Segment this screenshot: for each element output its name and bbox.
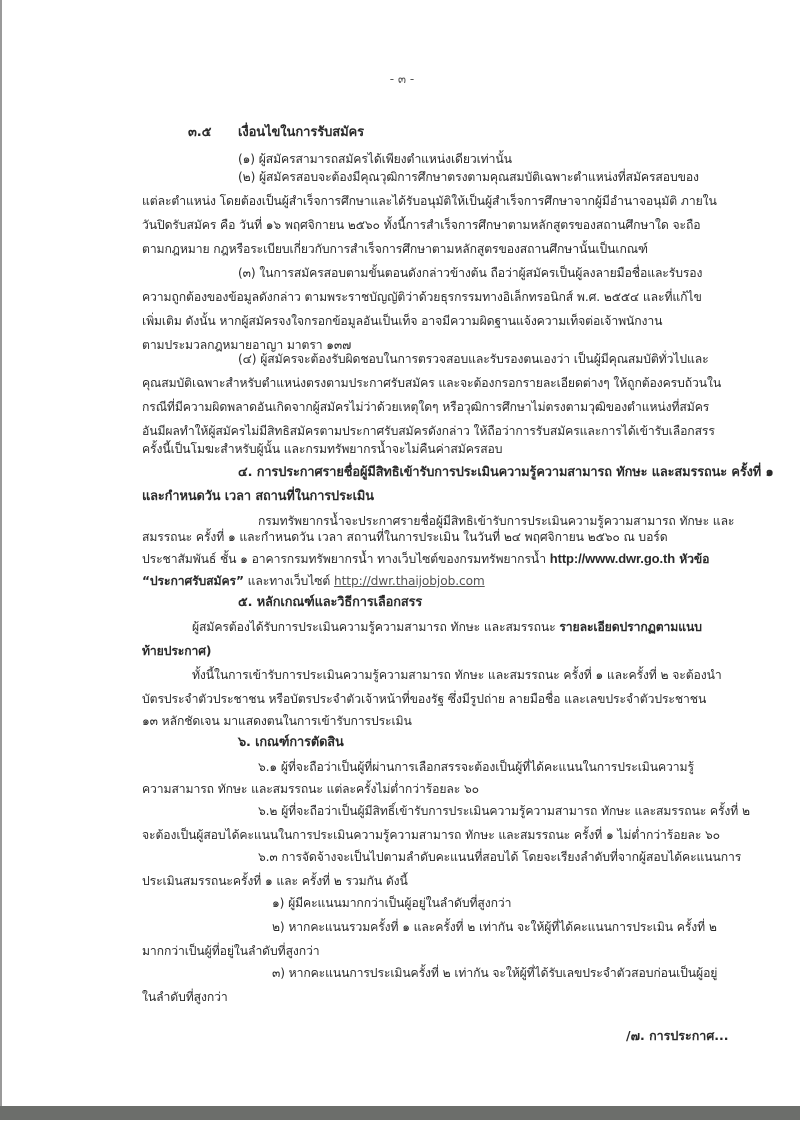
sub-item-1: ๑) ผู้มีคะแนนมากกว่าเป็นผู้อยู่ในลำดับที่สูงกว่า — [272, 896, 512, 910]
continuation-marker: /๗. การประกาศ... — [626, 1028, 729, 1043]
announcement-topic: “ประกาศรับสมัคร” — [142, 574, 244, 588]
sub-item-3: ๓) หากคะแนนการประเมินครั้งที่ ๒ เท่ากัน จะให้ผู้ที่ได้รับเลขประจำตัวสอบก่อนเป็นผู้อยู่ — [272, 966, 718, 980]
viewer-bottom-bar — [0, 1106, 800, 1120]
item-3-5-4-line: (๔) ผู้สมัครจะต้องรับผิดชอบในการตรวจสอบและรับรองตนเองว่า เป็นผู้มีคุณสมบัติทั่วไปและ — [238, 352, 709, 366]
item-3-5-2-line: วันปิดรับสมัคร คือ วันที่ ๑๖ พฤศจิกายน ๒๕๖๐ ทั้งนี้การสำเร็จการศึกษาตามหลักสูตรของสถานศึกษาใด จะถือ — [142, 218, 701, 232]
item-6-3: ประเมินสมรรถนะครั้งที่ ๑ และ ครั้งที่ ๒ รวมกัน ดังนี้ — [142, 874, 408, 888]
section-5-para2: ๑๓ หลักชัดเจน มาแสดงตนในการเข้ารับการประเมิน — [142, 714, 412, 728]
item-3-5-3-line: ความถูกต้องของข้อมูลดังกล่าว ตามพระราชบัญญัติว่าด้วยธุรกรรมทางอิเล็กทรอนิกส์ พ.ศ. ๒๕๕๔ และที่แก้ไข — [142, 290, 702, 304]
item-6-3: ๖.๓ การจัดจ้างจะเป็นไปตามลำดับคะแนนที่สอบได้ โดยจะเรียงลำดับที่จากผู้สอบได้คะแนนการ — [258, 850, 742, 864]
item-3-5-3-line: เพิ่มเติม ดังนั้น หากผู้สมัครจงใจกรอกข้อมูลอันเป็นเท็จ อาจมีความผิดฐานแจ้งความเท็จต่อเจ้าพนักงาน — [142, 314, 663, 328]
sub-item-3: ในลำดับที่สูงกว่า — [142, 990, 228, 1004]
section-3-5-heading — [188, 124, 364, 142]
section-4-body — [142, 572, 485, 590]
section-3-5-number: ๓.๕ — [188, 125, 212, 140]
thaijobjob-link[interactable]: http://dwr.thaijobjob.com — [333, 574, 485, 588]
sub-item-2: ๒) หากคะแนนรวมครั้งที่ ๑ และครั้งที่ ๒ เท่ากัน จะให้ผู้ที่ได้คะแนนการประเมิน ครั้งที่ ๒ — [272, 920, 717, 934]
section-5-heading: ๕. หลักเกณฑ์และวิธีการเลือกสรร — [238, 595, 423, 610]
item-3-5-4-line: อันมีผลทำให้ผู้สมัครไม่มีสิทธิสมัครตามประกาศรับสมัครดังกล่าว ให้ถือว่าการรับสมัครและการได้เข้ารับเลือกสรร — [142, 424, 715, 438]
item-3-5-3-line: (๓) ในการสมัครสอบตามขั้นตอนดังกล่าวข้างต้น ถือว่าผู้สมัครเป็นผู้ลงลายมือชื่อและรับรอง — [238, 266, 703, 280]
sub-item-2: มากกว่าเป็นผู้ที่อยู่ในลำดับที่สูงกว่า — [142, 944, 320, 958]
section-5-para2: บัตรประจำตัวประชาชน หรือบัตรประจำตัวเจ้าหน้าที่ของรัฐ ซึ่งมีรูปถ่าย ลายมือชื่อ และเลขประจำตัวประชาชน — [142, 692, 707, 706]
item-3-5-2-line: ตามกฎหมาย กฎหรือระเบียบเกี่ยวกับการสำเร็จการศึกษาตามหลักสูตรของสถานศึกษานั้นเป็นเกณฑ์ — [142, 242, 648, 256]
section-4-body-text: ประชาสัมพันธ์ ชั้น ๑ อาคารกรมทรัพยากรน้ำ ทางเว็บไซต์ของกรมทรัพยากรน้ำ — [142, 552, 550, 566]
item-3-5-4-line: ครั้งนี้เป็นโมฆะสำหรับผู้นั้น และกรมทรัพยากรน้ำจะไม่คืนค่าสมัครสอบ — [142, 442, 503, 456]
section-4-heading-cont: และกำหนดวัน เวลา สถานที่ในการประเมิน — [142, 489, 374, 504]
item-3-5-2-line: (๒) ผู้สมัครสอบจะต้องมีคุณวุฒิการศึกษาตรงตามคุณสมบัติเฉพาะตำแหน่งที่สมัครสอบของ — [238, 170, 699, 184]
item-3-5-4-line: กรณีที่มีความผิดพลาดอันเกิดจากผู้สมัครไม่ว่าด้วยเหตุใดๆ หรือวุฒิการศึกษาไม่ตรงตามวุฒิของตำแหน่งที่สมัคร — [142, 400, 710, 414]
section-5-para — [192, 618, 702, 636]
item-6-1: ความสามารถ ทักษะ และสมรรถนะ แต่ละครั้งไม่ต่ำกว่าร้อยละ ๖๐ — [142, 782, 479, 796]
section-5-bold: รายละเอียดปรากฏตามแนบ — [559, 620, 702, 634]
item-3-5-4-line: คุณสมบัติเฉพาะสำหรับตำแหน่งตรงตามประกาศรับสมัคร และจะต้องกรอกรายละเอียดต่างๆ ให้ถูกต้องครบถ้วนใน — [142, 376, 722, 390]
item-6-1: ๖.๑ ผู้ที่จะถือว่าเป็นผู้ที่ผ่านการเลือกสรรจะต้องเป็นผู้ที่ได้คะแนนในการประเมินความรู้ — [258, 760, 694, 774]
item-3-5-2-line: แต่ละตำแหน่ง โดยต้องเป็นผู้สำเร็จการศึกษาและได้รับอนุมัติให้เป็นผู้สำเร็จการศึกษาจากผู้มีอำนาจอนุมัติ ภายใน — [142, 194, 717, 208]
item-3-5-1: (๑) ผู้สมัครสามารถสมัครได้เพียงตำแหน่งเดียวเท่านั้น — [238, 152, 512, 166]
item-6-2: ๖.๒ ผู้ที่จะถือว่าเป็นผู้มีสิทธิ์เข้ารับการประเมินความรู้ความสามารถ ทักษะ และสมรรถนะ ครั้งที่ ๒ — [258, 804, 750, 818]
page-number: - ๓ - — [389, 72, 415, 86]
dwr-website-link[interactable]: http://www.dwr.go.th — [549, 551, 676, 566]
section-6-heading: ๖. เกณฑ์การตัดสิน — [238, 735, 344, 750]
section-4-body: สมรรถนะ ครั้งที่ ๑ และกำหนดวัน เวลา สถานที่ในการประเมิน ในวันที่ ๒๔ พฤศจิกายน ๒๕๖๐ ณ บอร์ด — [142, 530, 668, 544]
section-4-body: กรมทรัพยากรน้ำจะประกาศรายชื่อผู้มีสิทธิเข้ารับการประเมินความรู้ความสามารถ ทักษะ และ — [258, 514, 735, 528]
topic-label: หัวข้อ — [675, 552, 710, 566]
section-4-body — [142, 550, 709, 568]
section-5-para2: ทั้งนี้ในการเข้ารับการประเมินความรู้ความสามารถ ทักษะ และสมรรถนะ ครั้งที่ ๑ และครั้งที่ ๒ จะต้องนำ — [192, 668, 722, 682]
section-4-body-text: และทางเว็บไซต์ — [243, 574, 334, 588]
item-3-5-3-line: ตามประมวลกฎหมายอาญา มาตรา ๑๓๗ — [142, 338, 352, 352]
section-5-text: ผู้สมัครต้องได้รับการประเมินความรู้ความสามารถ ทักษะ และสมรรถนะ — [192, 620, 560, 634]
item-6-2: จะต้องเป็นผู้สอบได้คะแนนในการประเมินความรู้ความสามารถ ทักษะ และสมรรถนะ ครั้งที่ ๑ ไม่ต่ำกว่าร้อยละ ๖๐ — [142, 828, 721, 842]
section-3-5-title: เงื่อนไขในการรับสมัคร — [238, 125, 365, 140]
section-5-bold-cont: ท้ายประกาศ) — [142, 644, 212, 658]
section-4-heading: ๔. การประกาศรายชื่อผู้มีสิทธิเข้ารับการประเมินความรู้ความสามารถ ทักษะ และสมรรถนะ ครั้งที่ ๑ — [238, 465, 774, 480]
